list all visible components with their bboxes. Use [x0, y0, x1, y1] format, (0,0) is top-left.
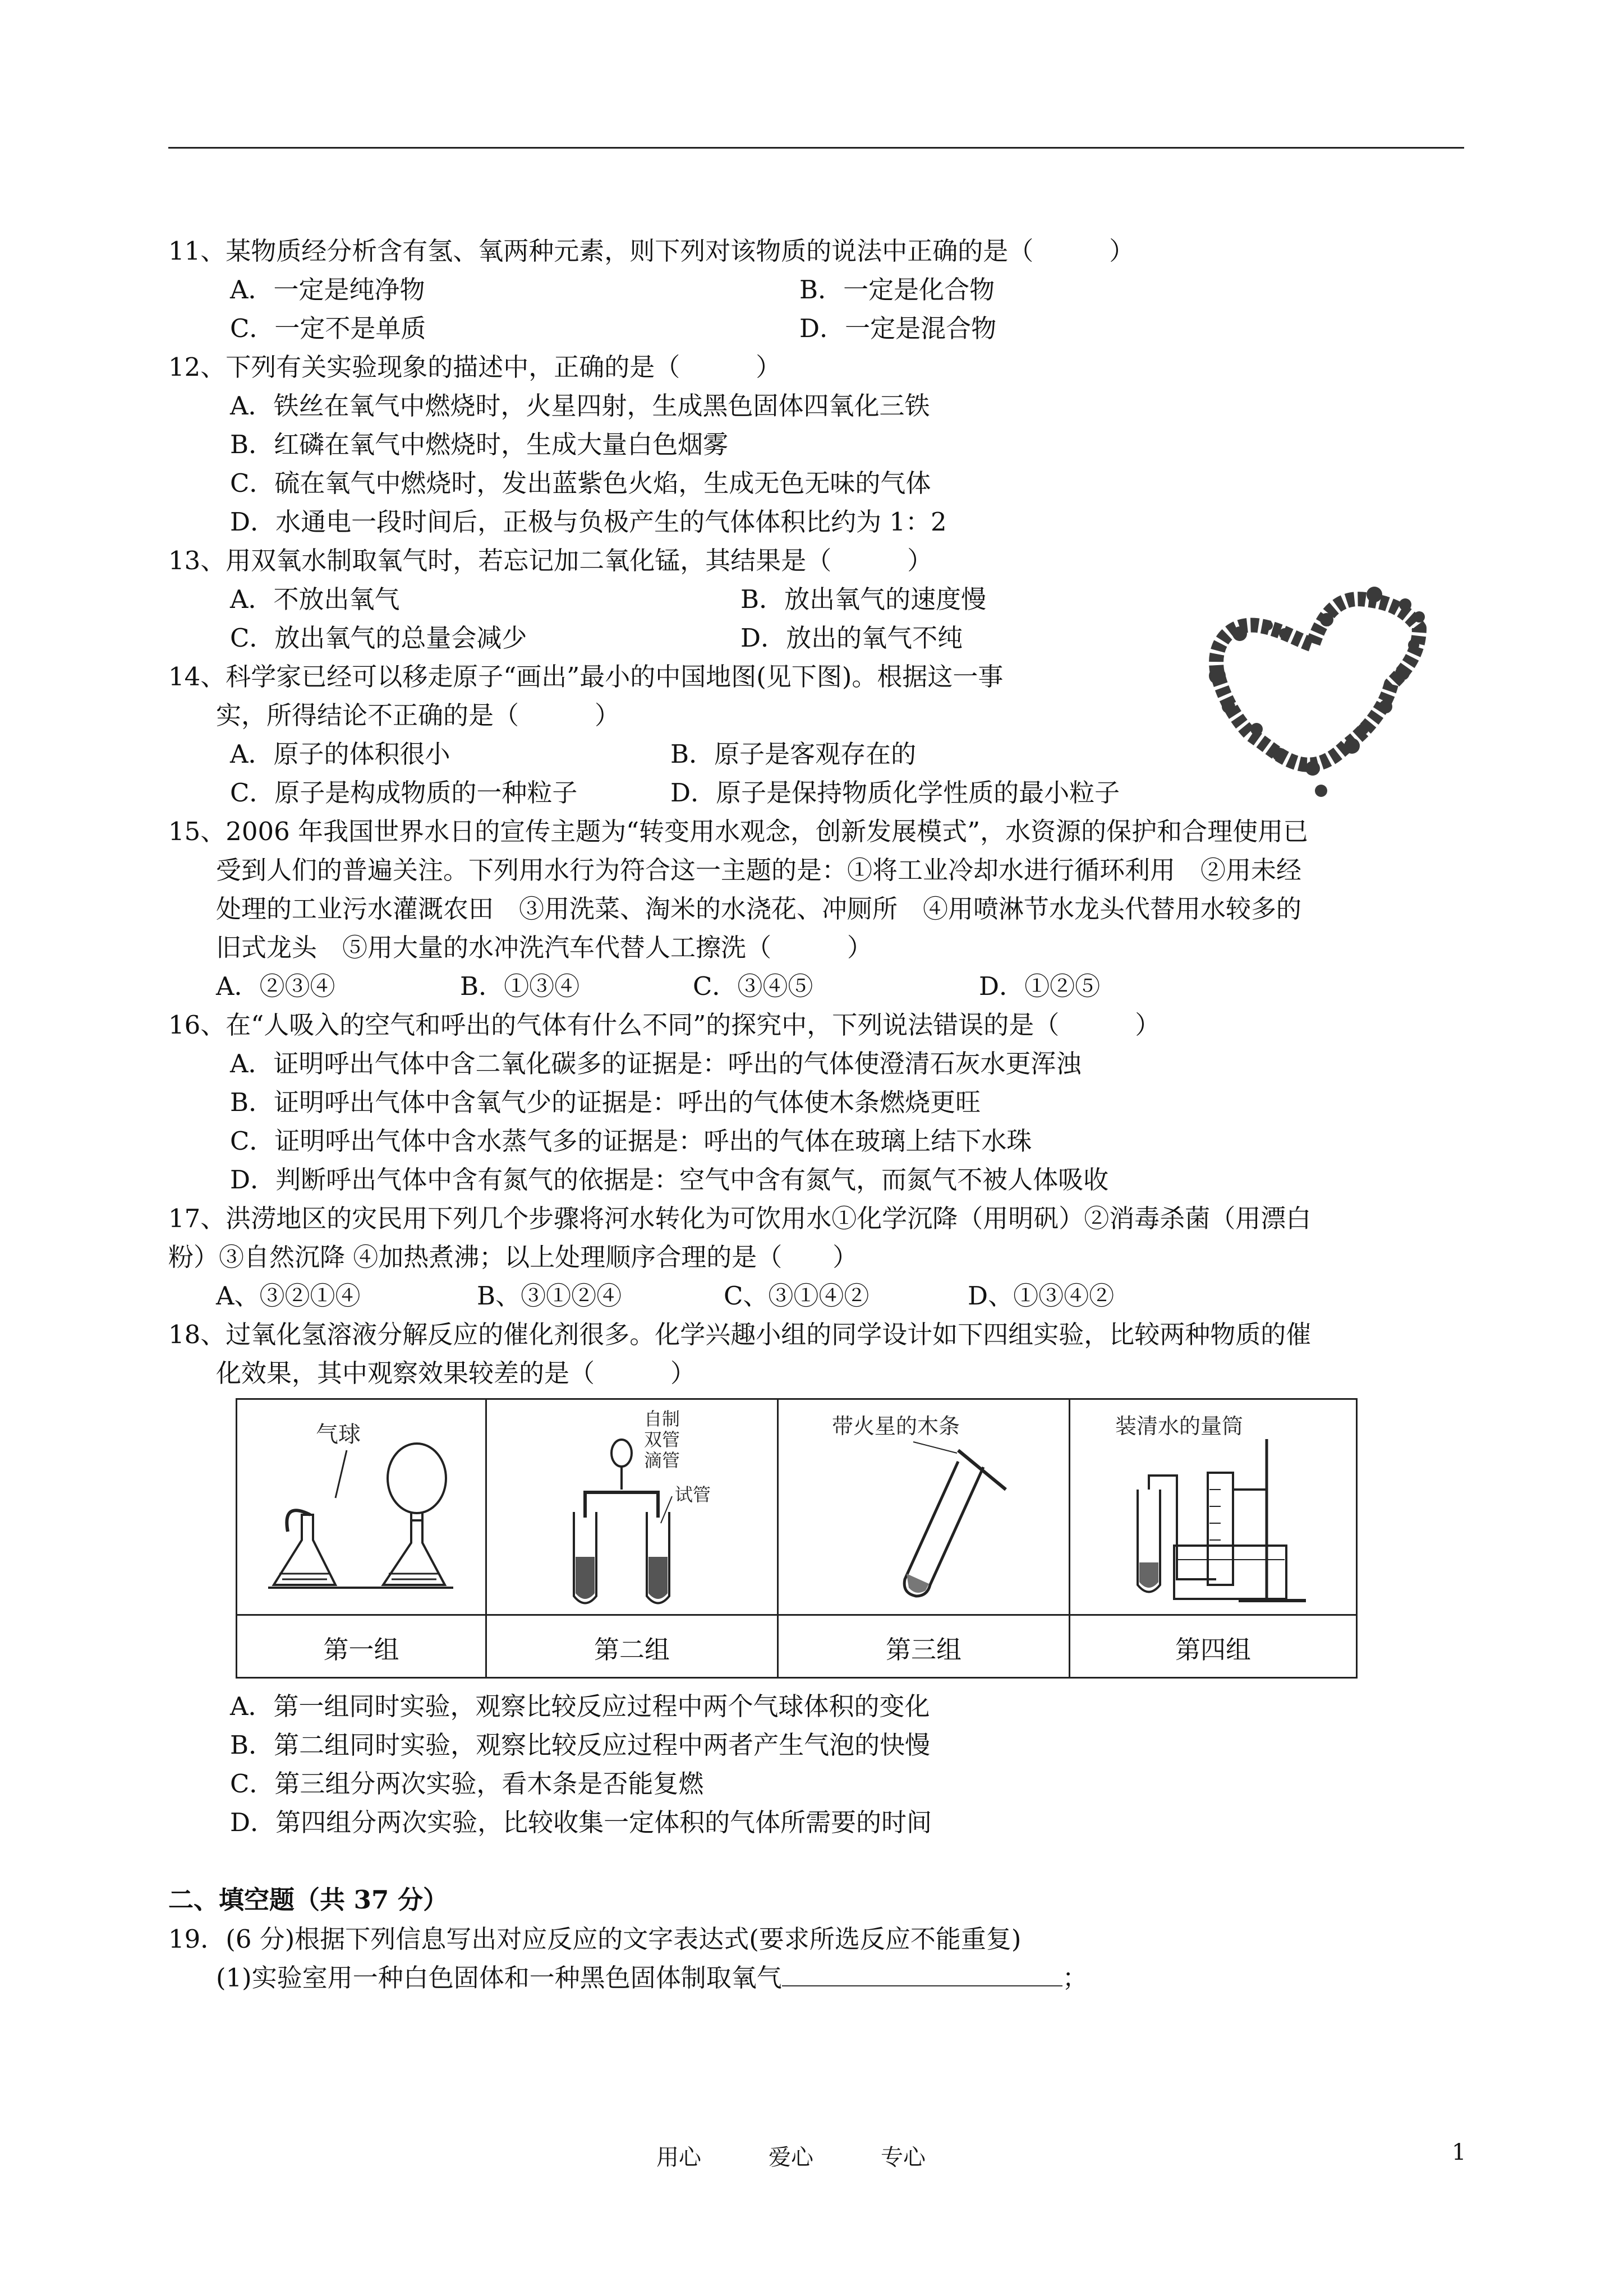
- test-tube-label: 试管: [675, 1484, 711, 1505]
- dropper-label-3: 滴管: [644, 1450, 680, 1471]
- q13-option-c: C．放出氧气的总量会减少: [230, 623, 527, 653]
- double-dropper-diagram: [487, 1400, 777, 1614]
- experiment-4-caption: 第四组: [1175, 1634, 1251, 1665]
- q14-option-d: D．原子是保持物质化学性质的最小粒子: [670, 778, 1120, 808]
- section-2-title: 二、填空题（共 37 分）: [168, 1885, 448, 1915]
- dropper-label-2: 双管: [644, 1429, 680, 1450]
- cylinder-label: 装清水的量筒: [1115, 1414, 1244, 1439]
- q11-stem: 11、某物质经分析含有氢、氧两种元素，则下列对该物质的说法中正确的是（ ）: [168, 236, 1135, 266]
- q12-option-c: C．硫在氧气中燃烧时，发出蓝紫色火焰，生成无色无味的气体: [230, 468, 931, 498]
- experiment-table: [236, 1398, 1358, 1679]
- q19-part-1-end: ；: [1062, 1963, 1088, 1993]
- q12-option-d: D．水通电一段时间后，正极与负极产生的气体体积比约为 1：2: [230, 507, 947, 537]
- q15-line-2: 受到人们的普遍关注。下列用水行为符合这一主题的是：①将工业冷却水进行循环利用 ②用未经: [216, 855, 1302, 885]
- q12-option-b: B．红磷在氧气中燃烧时，生成大量白色烟雾: [230, 430, 729, 459]
- q18-line-1: 18、过氧化氢溶液分解反应的催化剂很多。化学兴趣小组的同学设计如下四组实验，比较两种物质的催: [168, 1320, 1312, 1349]
- q17-option-c: C、③①④②: [724, 1281, 869, 1311]
- q13-option-b: B．放出氧气的速度慢: [740, 584, 987, 614]
- q18-option-d: D．第四组分两次实验，比较收集一定体积的气体所需要的时间: [230, 1808, 932, 1837]
- experiment-group-3: [779, 1400, 1070, 1677]
- q15-option-b: B．①③④: [460, 971, 580, 1001]
- footer-motto-2: 爱心: [769, 2145, 813, 2170]
- q15-option-c: C．③④⑤: [693, 971, 813, 1001]
- q18-line-2: 化效果，其中观察效果较差的是（ ）: [216, 1358, 696, 1388]
- q19-part-1: [216, 1961, 1088, 1995]
- q15-line-1: 15、2006 年我国世界水日的宣传主题为“转变用水观念，创新发展模式”，水资源的保护和合理使用已: [168, 817, 1309, 846]
- footer-motto-3: 专心: [881, 2145, 926, 2170]
- glowing-splint-diagram: [779, 1400, 1069, 1614]
- q15-option-a: A．②③④: [216, 971, 335, 1001]
- q13-stem: 13、用双氧水制取氧气时，若忘记加二氧化锰，其结果是（ ）: [168, 546, 933, 575]
- q15-option-d: D．①②⑤: [979, 971, 1101, 1001]
- experiment-2-caption: 第二组: [594, 1634, 670, 1665]
- q14-option-b: B．原子是客观存在的: [670, 739, 917, 769]
- q19-stem: 19．(6 分)根据下列信息写出对应反应的文字表达式(要求所选反应不能重复): [168, 1924, 1022, 1954]
- header-rule: [168, 147, 1464, 149]
- q13-option-a: A．不放出氧气: [230, 584, 400, 614]
- q14-stem-line-1: 14、科学家已经可以移走原子“画出”最小的中国地图(见下图)。根据这一事: [168, 662, 1004, 691]
- experiment-1-figure: [237, 1400, 485, 1616]
- q17-option-b: B、③①②④: [477, 1281, 622, 1311]
- experiment-2-figure: [487, 1400, 777, 1616]
- q15-line-3: 处理的工业污水灌溉农田 ③用洗菜、淘米的水浇花、冲厕所 ④用喷淋节水龙头代替用水较多的: [216, 894, 1302, 924]
- q11-option-a: A．一定是纯净物: [230, 275, 425, 305]
- q11-option-d: D．一定是混合物: [799, 313, 997, 343]
- q17-option-a: A、③②①④: [216, 1281, 361, 1311]
- experiment-group-4: [1070, 1400, 1356, 1677]
- q16-option-b: B．证明呼出气体中含氧气少的证据是：呼出的气体使木条燃烧更旺: [230, 1087, 981, 1117]
- experiment-4-figure: [1070, 1400, 1356, 1616]
- q16-option-c: C．证明呼出气体中含水蒸气多的证据是：呼出的气体在玻璃上结下水珠: [230, 1126, 1032, 1156]
- q17-line-2: 粉）③自然沉降 ④加热煮沸；以上处理顺序合理的是（ ）: [168, 1242, 858, 1272]
- balloon-label: 气球: [316, 1422, 361, 1447]
- q18-option-a: A．第一组同时实验，观察比较反应过程中两个气球体积的变化: [230, 1691, 930, 1721]
- q16-stem: 16、在“人吸入的空气和呼出的气体有什么不同”的探究中，下列说法错误的是（ ）: [168, 1010, 1161, 1040]
- splint-label: 带火星的木条: [832, 1414, 960, 1439]
- experiment-1-caption: 第一组: [323, 1634, 399, 1665]
- q19-part-1-text: (1)实验室用一种白色固体和一种黑色固体制取氧气: [216, 1963, 782, 1993]
- q18-option-b: B．第二组同时实验，观察比较反应过程中两者产生气泡的快慢: [230, 1730, 931, 1760]
- q18-option-c: C．第三组分两次实验，看木条是否能复燃: [230, 1769, 704, 1799]
- q19-part-1-answer-blank[interactable]: [782, 1963, 1062, 1986]
- q16-option-d: D．判断呼出气体中含有氮气的依据是：空气中含有氮气，而氮气不被人体吸收: [230, 1165, 1109, 1195]
- footer-motto-1: 用心: [656, 2145, 701, 2170]
- experiment-group-1: [237, 1400, 487, 1677]
- experiment-group-2: [487, 1400, 779, 1677]
- q14-stem-line-2: 实，所得结论不正确的是（ ）: [216, 700, 620, 730]
- q16-option-a: A．证明呼出气体中含二氧化碳多的证据是：呼出的气体使澄清石灰水更浑浊: [230, 1049, 1082, 1078]
- q12-option-a: A．铁丝在氧气中燃烧时，火星四射，生成黑色固体四氧化三铁: [230, 391, 930, 421]
- q17-line-1: 17、洪涝地区的灾民用下列几个步骤将河水转化为可饮用水①化学沉降（用明矾）②消毒杀菌（用漂白: [168, 1204, 1312, 1233]
- experiment-3-figure: [779, 1400, 1069, 1616]
- atom-china-map-image: [1184, 578, 1430, 802]
- q11-option-b: B．一定是化合物: [799, 275, 995, 305]
- dropper-label-1: 自制: [644, 1408, 680, 1430]
- page-number: 1: [1452, 2140, 1466, 2165]
- q14-option-a: A．原子的体积很小: [230, 739, 450, 769]
- q17-option-d: D、①③④②: [968, 1281, 1115, 1311]
- gas-collection-diagram: [1070, 1400, 1354, 1614]
- experiment-3-caption: 第三组: [885, 1634, 961, 1665]
- q12-stem: 12、下列有关实验现象的描述中，正确的是（ ）: [168, 352, 781, 382]
- q14-option-c: C．原子是构成物质的一种粒子: [230, 778, 578, 808]
- q11-option-c: C．一定不是单质: [230, 313, 426, 343]
- flask-balloon-diagram: [237, 1400, 485, 1614]
- q15-line-4: 旧式龙头 ⑤用大量的水冲洗汽车代替人工擦洗（ ）: [216, 933, 873, 962]
- q13-option-d: D．放出的氧气不纯: [740, 623, 963, 653]
